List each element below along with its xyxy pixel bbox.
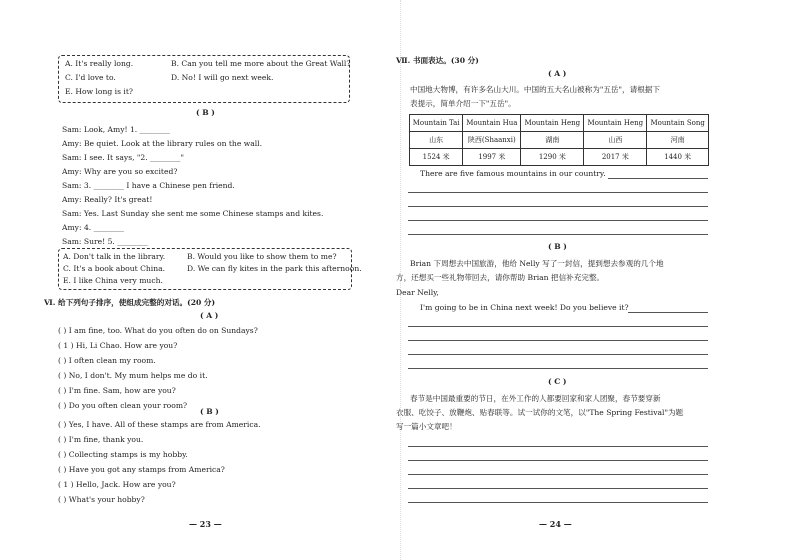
letter-greeting: Dear Nelly, [396,288,439,297]
order-number-blank[interactable]: ( ) [58,450,67,459]
table-cell: 山西 [584,132,647,149]
dialogue-line: Amy: Be quiet. Look at the library rules on the wall. [62,139,263,148]
section-6-title: Ⅵ. 给下列句子排序，使组成完整的对话。(20 分) [44,298,216,307]
intro-b-line: 方，还想买一些礼物带回去，请你帮助 Brian 把信补充完整。 [396,273,605,282]
order-number-blank[interactable]: ( ) [58,435,67,444]
option-e: E. I like China very much. [63,276,163,285]
order-number-blank[interactable]: ( 1 ) [58,341,74,350]
option-d: D. No! I will go next week. [171,73,274,82]
order-item [58,495,145,504]
dialogue-line: Sam: Sure! 5. ________ [62,237,148,246]
order-number-blank[interactable]: ( ) [58,356,67,365]
table-cell: 2017 米 [584,149,647,166]
table-header-row [410,115,709,132]
table-cell: 陕西(Shaanxi) [463,132,521,149]
table-cell: 湖南 [521,132,584,149]
option-e: E. How long is it? [65,87,133,96]
order-text: No, I don't. My mum helps me do it. [68,371,208,380]
part-b2-title: ( B ) [200,407,219,416]
writing-line[interactable] [408,460,708,461]
part-c-title: ( C ) [548,377,567,386]
options-box-1 [58,55,350,103]
order-text: I am fine, too. What do you often do on Sundays? [68,326,258,335]
order-text: I'm fine. Sam, how are you? [68,386,176,395]
intro-c-line: 衣服、吃饺子、放鞭炮、贴春联等。试一试你的文笔，以"The Spring Festival"为题 [396,408,684,417]
order-text: Do you often clean your room? [68,401,188,410]
order-number-blank[interactable]: ( ) [58,465,67,474]
writing-line[interactable] [408,326,708,327]
order-item [58,326,258,335]
section-7-title: Ⅶ. 书面表达。(30 分) [396,56,479,65]
table-cell: 河南 [647,132,709,149]
writing-line[interactable] [608,178,708,179]
order-text: I often clean my room. [68,356,156,365]
part-b-title: ( B ) [548,242,567,251]
intro-a-line: 表提示，简单介绍一下"五岳"。 [410,99,516,108]
essay-a-start: There are five famous mountains in our country. [420,169,606,178]
table-cell: 1440 米 [647,149,709,166]
order-item [58,341,177,350]
order-number-blank[interactable]: ( ) [58,495,67,504]
intro-c-line: 春节是中国最重要的节日，在外工作的人都要回家和家人团聚，春节要穿新 [410,394,661,403]
table-header-cell: Mountain Heng [521,115,584,132]
intro-c-line: 写一篇小文章吧！ [396,422,457,431]
intro-b-line: Brian 下周想去中国旅游，他给 Nelly 写了一封信，提到想去参观的几个地 [410,259,664,268]
writing-line[interactable] [408,502,708,503]
order-text: Hello, Jack. How are you? [76,480,176,489]
order-number-blank[interactable]: ( ) [58,420,67,429]
order-item [58,386,176,395]
order-item [58,371,208,380]
order-text: Have you got any stamps from America? [68,465,225,474]
option-c: C. It's a book about China. [63,264,166,273]
writing-line[interactable] [408,220,708,221]
table-header-cell: Mountain Song [647,115,709,132]
order-text: I'm fine, thank you. [68,435,144,444]
order-number-blank[interactable]: ( ) [58,326,67,335]
table-cell: 山东 [410,132,463,149]
writing-line[interactable] [408,368,708,369]
order-item [58,435,143,444]
writing-line[interactable] [408,206,708,207]
dialogue-line: Sam: Yes. Last Sunday she sent me some Chinese stamps and kites. [62,209,324,218]
table-header-cell: Mountain Tai [410,115,463,132]
order-item [58,465,225,474]
writing-line[interactable] [408,488,708,489]
writing-line[interactable] [408,192,708,193]
part-a-title: ( A ) [548,69,567,78]
mountains-table [409,114,709,166]
order-item [58,401,187,410]
option-d: D. We can fly kites in the park this afternoon. [187,264,362,273]
dialogue-line: Sam: I see. It says, "2. ________" [62,153,184,162]
order-item [58,356,156,365]
table-cell: 1524 米 [410,149,463,166]
writing-line[interactable] [628,312,708,313]
order-number-blank[interactable]: ( ) [58,401,67,410]
table-cell: 1997 米 [463,149,521,166]
dialogue-line: Amy: 4. ________ [62,223,124,232]
table-row [410,149,709,166]
writing-line[interactable] [408,234,708,235]
table-cell: 1290 米 [521,149,584,166]
part-b-title: ( B ) [196,108,215,117]
option-a: A. Don't talk in the library. [63,252,166,261]
letter-start: I'm going to be in China next week! Do you believe it? [420,303,629,312]
table-header-cell: Mountain Heng [584,115,647,132]
option-b: B. Would you like to show them to me? [187,252,337,261]
order-text: What's your hobby? [68,495,145,504]
option-a: A. It's really long. [65,59,134,68]
table-row [410,132,709,149]
option-c: C. I'd love to. [65,73,116,82]
dialogue-line: Amy: Why are you so excited? [62,167,178,176]
order-text: Collecting stamps is my hobby. [68,450,188,459]
page-number: — 23 — [189,519,222,529]
order-number-blank[interactable]: ( 1 ) [58,480,74,489]
writing-line[interactable] [408,474,708,475]
order-number-blank[interactable]: ( ) [58,371,67,380]
writing-line[interactable] [408,340,708,341]
options-box-2 [58,248,362,290]
dialogue-line: Amy: Really? It's great! [62,195,153,204]
part-a-title: ( A ) [200,311,219,320]
dialogue-line: Sam: Look, Amy! 1. ________ [62,125,170,134]
page-number: — 24 — [539,519,572,529]
order-number-blank[interactable]: ( ) [58,386,67,395]
writing-line[interactable] [408,354,708,355]
dialogue-line: Sam: 3. ________ I have a Chinese pen friend. [62,181,235,190]
order-item [58,480,176,489]
order-item [58,420,261,429]
order-text: Yes, I have. All of these stamps are from America. [68,420,261,429]
order-text: Hi, Li Chao. How are you? [76,341,178,350]
table-header-cell: Mountain Hua [463,115,521,132]
option-b: B. Can you tell me more about the Great Wall? [171,59,351,68]
intro-a-line: 中国地大物博，有许多名山大川。中国的五大名山被称为"五岳"，请根据下 [410,85,660,94]
order-item [58,450,188,459]
writing-line[interactable] [408,446,708,447]
